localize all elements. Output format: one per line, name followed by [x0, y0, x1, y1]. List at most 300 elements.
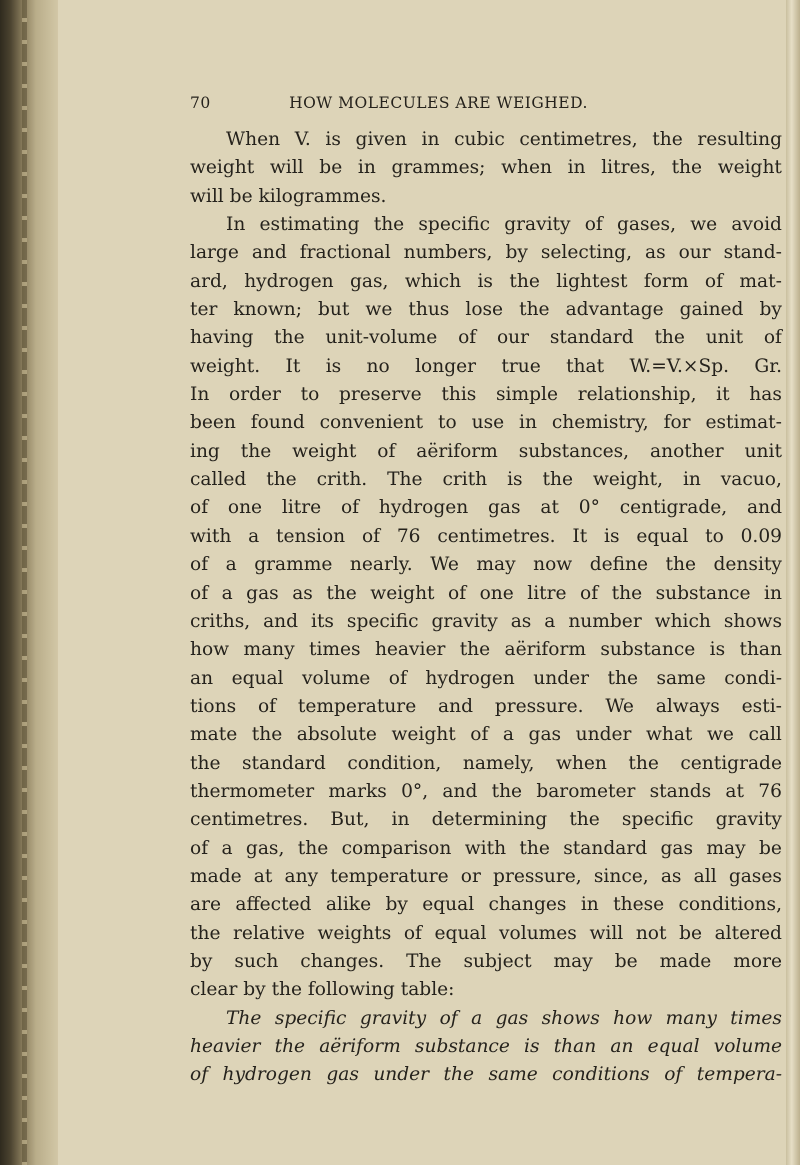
- word: will: [589, 922, 624, 944]
- word: a: [248, 525, 260, 547]
- word: gases: [728, 865, 782, 887]
- page-edge: [786, 0, 800, 1165]
- word: weights: [317, 922, 392, 944]
- word: centimetres,: [519, 129, 638, 150]
- word: heavier: [190, 1036, 261, 1057]
- word: shows: [723, 610, 782, 632]
- word: hydrogen: [244, 270, 334, 292]
- word: weight: [292, 440, 357, 462]
- word: that: [566, 355, 605, 377]
- word: of: [190, 837, 209, 859]
- word: how: [613, 1007, 653, 1029]
- word: centigrade,: [619, 497, 728, 519]
- word: the: [266, 469, 297, 491]
- word: of: [388, 667, 407, 689]
- word: times: [308, 639, 361, 661]
- word: in: [519, 412, 537, 434]
- word: gravity: [359, 1007, 427, 1029]
- word: equal: [647, 1036, 700, 1057]
- word: one: [227, 497, 263, 519]
- word: hydrogen: [222, 1064, 312, 1086]
- word: absolute: [296, 724, 377, 746]
- word: centigrade: [680, 752, 782, 774]
- word: the: [274, 327, 305, 349]
- word: Gr.: [754, 355, 782, 377]
- word: gas: [326, 1064, 359, 1086]
- word: a: [471, 1007, 483, 1029]
- word: stands: [649, 780, 712, 802]
- word: the: [190, 752, 221, 774]
- word: order: [229, 384, 281, 406]
- word: gas: [495, 1007, 529, 1029]
- text-line: [190, 920, 782, 948]
- word: We: [430, 554, 459, 576]
- running-head: [190, 88, 782, 118]
- book-binding: [0, 0, 58, 1165]
- word: When: [226, 129, 281, 150]
- word: of: [664, 1064, 683, 1086]
- word: as: [292, 582, 313, 604]
- word: the: [628, 752, 659, 774]
- word: at: [540, 497, 559, 519]
- word: be: [614, 950, 638, 972]
- word: standard: [563, 837, 648, 859]
- word: resulting: [697, 129, 782, 150]
- word: the: [654, 327, 685, 349]
- word: the: [240, 440, 272, 462]
- word: selecting,: [540, 242, 632, 264]
- text-line: [190, 438, 782, 466]
- word: volume: [302, 667, 371, 689]
- word: of: [448, 582, 467, 604]
- word: is: [524, 1036, 540, 1057]
- word: barometer: [536, 780, 636, 802]
- word: of: [361, 525, 381, 547]
- word: aëriform: [504, 639, 587, 661]
- word: gravity: [431, 610, 498, 632]
- word: many: [665, 1007, 717, 1029]
- word: been: [190, 412, 236, 434]
- word: the: [652, 129, 683, 150]
- word: we: [365, 299, 393, 321]
- word: of: [439, 1007, 458, 1029]
- word: of: [403, 922, 422, 944]
- text-line: [190, 381, 782, 409]
- word: 76: [758, 780, 782, 802]
- word: in: [391, 809, 410, 831]
- word: of: [190, 582, 209, 604]
- word: more: [733, 950, 782, 972]
- word: of: [340, 497, 360, 519]
- body-text: [190, 126, 782, 1090]
- word: 0.09: [740, 525, 782, 547]
- word: and: [263, 610, 299, 632]
- word: changes: [488, 894, 567, 916]
- word: in: [682, 469, 701, 491]
- text-line: [190, 324, 782, 352]
- text-line: [190, 409, 782, 437]
- word: comparison: [341, 837, 452, 859]
- word: alike: [325, 894, 372, 916]
- word: lose: [465, 299, 504, 321]
- word: equal: [636, 525, 689, 547]
- word: vacuo,: [720, 469, 782, 491]
- word: of: [470, 724, 489, 746]
- word: temperature: [297, 695, 417, 717]
- word: tension: [276, 525, 346, 547]
- text-line: [190, 296, 782, 324]
- word: 76: [396, 525, 421, 547]
- word: the: [274, 1036, 306, 1057]
- word: any: [284, 865, 319, 887]
- word: our: [678, 242, 711, 264]
- word: called: [190, 469, 247, 491]
- word: true: [501, 355, 541, 377]
- word: specific: [418, 214, 490, 236]
- word: many: [243, 639, 295, 661]
- text-line: [190, 1005, 782, 1033]
- word: has: [749, 384, 782, 406]
- word: numbers,: [403, 242, 493, 264]
- word: standard: [241, 752, 326, 774]
- text-line: [190, 835, 782, 863]
- word: in: [357, 157, 376, 179]
- word: fractional: [299, 242, 391, 264]
- word: under: [533, 667, 590, 689]
- word: gas: [488, 497, 521, 519]
- word: litre: [527, 582, 567, 604]
- word: gases,: [617, 214, 676, 236]
- word: tions: [190, 695, 237, 717]
- word: gas: [660, 837, 694, 859]
- word: of: [763, 327, 782, 349]
- word: large: [190, 242, 239, 264]
- word: changes.: [300, 950, 385, 972]
- word: of: [580, 582, 599, 604]
- word: always: [655, 695, 720, 717]
- word: convenient: [319, 412, 424, 434]
- page-content: [190, 88, 782, 1090]
- word: of: [377, 440, 396, 462]
- word: to: [300, 384, 320, 406]
- word: no: [366, 355, 390, 377]
- word: a: [221, 582, 233, 604]
- word: than: [739, 639, 782, 661]
- word: longer: [415, 355, 476, 377]
- word: the: [509, 270, 540, 292]
- word: volumes: [499, 922, 577, 944]
- word: now: [533, 554, 573, 576]
- text-line: [190, 1061, 782, 1089]
- word: but: [318, 299, 350, 321]
- word: estimating: [259, 214, 360, 236]
- word: weight: [190, 157, 255, 179]
- word: an: [190, 667, 214, 689]
- word: with: [190, 525, 232, 547]
- text-line: [190, 353, 782, 381]
- word: gas,: [245, 837, 285, 859]
- word: relative: [233, 922, 305, 944]
- word: since,: [593, 865, 649, 887]
- word: crith: [442, 469, 488, 491]
- word: It: [572, 525, 588, 547]
- word: the: [443, 1064, 474, 1086]
- text-line: [190, 891, 782, 919]
- word: gas: [246, 582, 279, 604]
- word: mat-: [739, 270, 782, 292]
- word: is: [325, 355, 342, 377]
- word: chemistry,: [551, 412, 649, 434]
- word: same: [656, 667, 706, 689]
- word: we: [706, 724, 734, 746]
- word: specific: [621, 809, 694, 831]
- text-line: [190, 721, 782, 749]
- text-line: [190, 778, 782, 806]
- word: centimetres.: [190, 809, 309, 831]
- word: weight,: [592, 469, 664, 491]
- text-line: [190, 239, 782, 267]
- word: in: [580, 894, 599, 916]
- word: form: [643, 270, 689, 292]
- word: the: [326, 582, 357, 604]
- word: as: [644, 242, 666, 264]
- word: of: [257, 695, 277, 717]
- word: a: [544, 610, 556, 632]
- word: hydrogen: [378, 497, 469, 519]
- text-line: [190, 693, 782, 721]
- word: criths,: [190, 610, 251, 632]
- word: lightest: [556, 270, 628, 292]
- word: gravity: [504, 214, 571, 236]
- text-line: [190, 806, 782, 834]
- word: mate: [190, 724, 238, 746]
- word: affected: [235, 894, 312, 916]
- word: how: [190, 639, 230, 661]
- word: one: [479, 582, 514, 604]
- word: may: [553, 950, 593, 972]
- word: hydrogen: [425, 667, 515, 689]
- word: such: [234, 950, 279, 972]
- word: substances,: [518, 440, 630, 462]
- word: specific: [346, 610, 419, 632]
- word: same: [488, 1064, 538, 1086]
- word: a: [502, 724, 514, 746]
- word: unit: [705, 327, 744, 349]
- word: centimetres.: [437, 525, 556, 547]
- word: use: [471, 412, 505, 434]
- word: tempera-: [696, 1064, 782, 1086]
- word: ter: [190, 299, 218, 321]
- word: standard: [549, 327, 634, 349]
- word: made: [659, 950, 712, 972]
- word: our: [496, 327, 530, 349]
- text-line: [190, 948, 782, 976]
- word: under: [373, 1064, 430, 1086]
- word: of: [704, 270, 723, 292]
- word: times: [730, 1007, 782, 1029]
- word: having: [190, 327, 254, 349]
- word: equal: [231, 667, 284, 689]
- text-line: [190, 580, 782, 608]
- word: weight: [370, 582, 435, 604]
- word: when: [555, 752, 607, 774]
- word: known;: [233, 299, 302, 321]
- word: substance: [414, 1036, 510, 1057]
- text-line: [190, 1033, 782, 1061]
- word: of: [190, 554, 209, 576]
- word: equal: [422, 894, 475, 916]
- text-line: [190, 551, 782, 579]
- text-line: [190, 523, 782, 551]
- word: under: [575, 724, 632, 746]
- word: the: [373, 214, 405, 236]
- word: found: [250, 412, 305, 434]
- word: advantage: [565, 299, 664, 321]
- word: gravity: [715, 809, 782, 831]
- word: at: [253, 865, 273, 887]
- word: specific: [274, 1007, 347, 1029]
- word: shows: [541, 1007, 600, 1029]
- word: will: [269, 157, 304, 179]
- word: be: [319, 157, 343, 179]
- word: temperature: [330, 865, 449, 887]
- word: another: [650, 440, 724, 462]
- word: The: [226, 1007, 262, 1029]
- text-line: [190, 466, 782, 494]
- word: crith.: [316, 469, 368, 491]
- word: substance: [600, 639, 696, 661]
- word: density: [713, 554, 782, 576]
- word: simple: [496, 384, 558, 406]
- text-line: [190, 154, 782, 182]
- word: by: [505, 242, 528, 264]
- word: be: [759, 837, 782, 859]
- word: the: [519, 837, 550, 859]
- text-line: will be kilogrammes.: [190, 185, 387, 207]
- word: nearly.: [349, 554, 413, 576]
- word: the: [491, 780, 523, 802]
- word: a: [221, 837, 233, 859]
- word: at: [725, 780, 744, 802]
- word: W.=V.×Sp.: [629, 355, 730, 377]
- word: esti-: [741, 695, 782, 717]
- word: in: [764, 582, 782, 604]
- word: gained: [679, 299, 744, 321]
- word: the: [542, 469, 573, 491]
- word: thus: [408, 299, 450, 321]
- word: by: [385, 894, 408, 916]
- word: than: [553, 1036, 597, 1057]
- word: the: [671, 157, 703, 179]
- word: given: [355, 129, 407, 150]
- word: is: [477, 270, 493, 292]
- word: is: [709, 639, 726, 661]
- word: condi-: [724, 667, 782, 689]
- word: and: [251, 242, 287, 264]
- word: heavier: [374, 639, 446, 661]
- word: and: [438, 695, 473, 717]
- text-line: [190, 636, 782, 664]
- word: subject: [463, 950, 532, 972]
- word: as: [660, 865, 682, 887]
- word: The: [387, 469, 423, 491]
- text-line: [190, 126, 782, 154]
- word: gas: [528, 724, 562, 746]
- word: all: [693, 865, 717, 887]
- word: the: [665, 554, 696, 576]
- word: are: [190, 894, 221, 916]
- word: which: [654, 610, 711, 632]
- word: which: [404, 270, 462, 292]
- word: unit-volume: [325, 327, 438, 349]
- word: conditions: [552, 1064, 650, 1086]
- word: In: [226, 214, 246, 236]
- word: may: [706, 837, 746, 859]
- word: a: [225, 554, 237, 576]
- word: these: [613, 894, 665, 916]
- word: of: [458, 327, 477, 349]
- word: and: [747, 497, 782, 519]
- word: equal: [434, 922, 487, 944]
- word: not: [635, 922, 667, 944]
- word: grammes;: [391, 157, 486, 179]
- word: weight: [391, 724, 456, 746]
- word: relationship,: [577, 384, 697, 406]
- word: number: [568, 610, 642, 632]
- word: marks: [328, 780, 387, 802]
- word: the: [607, 667, 638, 689]
- text-line: [190, 211, 782, 239]
- word: call: [748, 724, 782, 746]
- word: to: [705, 525, 724, 547]
- word: the: [519, 299, 550, 321]
- word: the: [251, 724, 283, 746]
- word: aëriform: [319, 1036, 401, 1057]
- word: in: [421, 129, 440, 150]
- text-line: [190, 863, 782, 891]
- word: as: [510, 610, 532, 632]
- word: or: [460, 865, 481, 887]
- word: pressure.: [494, 695, 584, 717]
- word: ing: [190, 440, 220, 462]
- word: namely,: [462, 752, 535, 774]
- word: unit: [744, 440, 782, 462]
- word: for: [663, 412, 691, 434]
- text-line: clear by the following table:: [190, 979, 455, 1001]
- word: cubic: [454, 129, 505, 150]
- word: conditions,: [678, 894, 782, 916]
- word: its: [311, 610, 334, 632]
- word: we: [690, 214, 718, 236]
- word: is: [604, 525, 620, 547]
- word: weight: [717, 157, 782, 179]
- text-line: [190, 750, 782, 778]
- word: preserve: [338, 384, 422, 406]
- word: the: [190, 922, 221, 944]
- word: and: [442, 780, 478, 802]
- word: But,: [330, 809, 370, 831]
- word: may: [476, 554, 516, 576]
- word: what: [645, 724, 693, 746]
- word: 0°,: [401, 780, 429, 802]
- word: made: [190, 865, 242, 887]
- word: pressure,: [493, 865, 582, 887]
- text-line: [190, 268, 782, 296]
- word: condition,: [347, 752, 442, 774]
- word: of: [190, 1064, 209, 1086]
- word: It: [285, 355, 301, 377]
- word: In: [190, 384, 210, 406]
